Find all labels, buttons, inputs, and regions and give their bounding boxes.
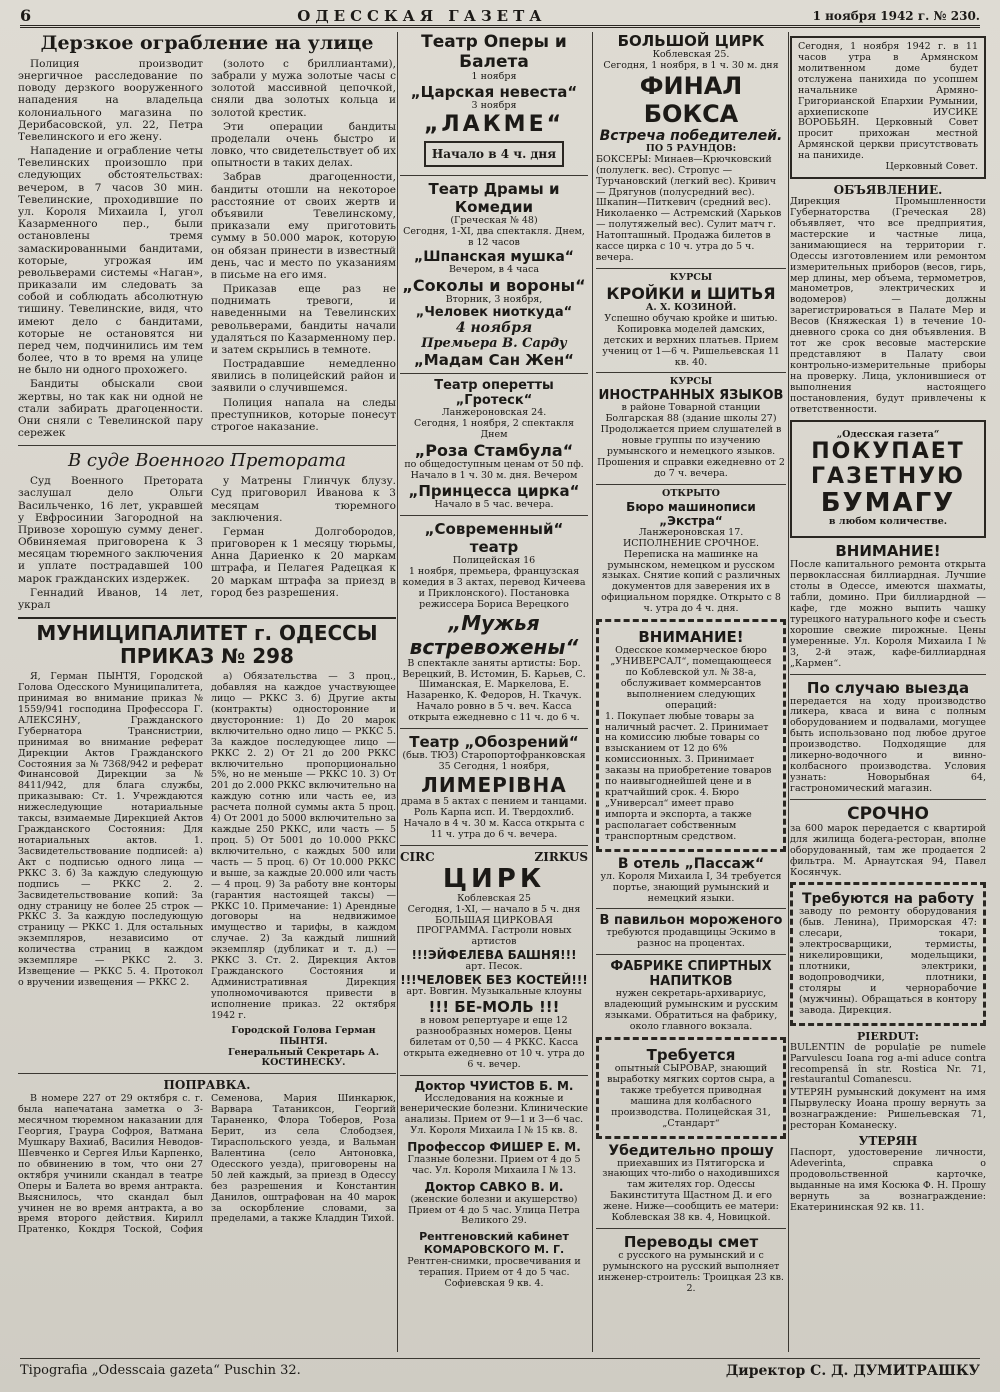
- article-body: [18, 475, 203, 613]
- ad-title: ФАБРИКЕ СПИРТНЫХ НАПИТКОВ: [610, 959, 772, 990]
- ad-title: Убедительно прошу: [608, 1142, 774, 1159]
- ad-show: „Роза Стамбула“: [414, 441, 574, 461]
- ad-operetta: [400, 378, 588, 511]
- ad-text: Ланжероновская 24.: [441, 407, 547, 419]
- ad-title: Бюро машинописи „Экстра“: [626, 499, 756, 528]
- ad-text: Премьера В. Сарду: [421, 336, 567, 352]
- ad-title: Требуются на работу: [802, 891, 974, 908]
- issue-date: 1 ноября 1942 г. № 230.: [812, 8, 980, 23]
- ad-title: Театр „Обозрений“: [409, 733, 579, 752]
- ad-date: 1 ноября: [471, 71, 517, 82]
- paragraph: Полиция напала на следы преступников, которые понесут строгое наказание.: [211, 396, 396, 433]
- ad-text: Вечером, в 4 часа: [448, 263, 540, 275]
- ad-text: нужен секретарь-архивариус, владеющий румынским и русским языками. Обратиться на фабрику, около главного вокзала.: [604, 988, 778, 1033]
- ad-text: 1. Покупает любые товары за наличный расчет. 2. Принимает на комиссию любые товары со взысканием от 12 до 6% комиссионных. 3. Принимает заказы на приобретение товаров по наивыгоднейшей цене и в кратчайший срок. 4. Бюро „Универсал“ имеет право импорта и экспорта, а также располагает собственным транспортным средством.: [605, 710, 772, 842]
- divider: [596, 268, 786, 269]
- column-rule: [788, 32, 789, 1352]
- ad-title: ВНИМАНИЕ!: [835, 542, 941, 561]
- ad-doctor: [400, 1231, 588, 1289]
- order-body: [211, 672, 396, 1069]
- ad-show: „Мужья встревожены“: [409, 610, 579, 659]
- ad-text: BULENTIN de populație pe numele Parvulescu Ioana rog a-mi aduce contra recompensă în str. Rostica Nr. 71, restaurantul Comanescu.: [790, 1041, 986, 1086]
- ad-show: „ЛАКМЕ“: [423, 111, 565, 137]
- circus-label: CIRC: [400, 849, 435, 864]
- divider: [400, 515, 588, 516]
- column-news: [18, 32, 396, 1352]
- notice-signature: Церковный Совет.: [885, 161, 978, 173]
- ad-text: Сегодня, 1 ноября, в 1 ч. 30 м. дня: [603, 59, 779, 71]
- notice-text: Дирекция Промышленности Губернаторства (Греческая 28) объявляет, что все предприятия, мастерские и частные лица, занимающиеся на территории г. Одессы изготовлением или ремонтом измерительных приборов (весов, гирь, мер длины, мер объема, термометров, манометров, электрических и водомеров) — должны зарегистрироваться в Палате Мер и Весов (Княжеская 1) в течение 10-дневного срока со дня объявления. В тот же срок весовые мастерские представляют в Палату свои контрольно-измерительные приборы на проверку. Лица, уклонившиеся от выполнения настоящего постановления, будут привлечены к ответственности.: [790, 196, 986, 415]
- ad-text: БОКСЕРЫ: Минаев—Крючковский (полулегк. вес). Стропус — Турчановский (легкий вес). Кривич — Дрягунов (полусредний вес). Шкапин—Питкевич (средний вес). Николаенко — Астремский (Харьков — полутяжелый вес). Сулит матч г. Натопташный. Продажа билетов в кассе цирка с 10 ч. утра до 5 ч. вечера.: [596, 153, 782, 264]
- ad-headline: ПОКУПАЕТ: [811, 439, 965, 465]
- ad-title: Требуется: [646, 1046, 736, 1064]
- divider: [400, 175, 588, 176]
- divider: [596, 372, 786, 373]
- ad-show: „Соколы и вороны“: [402, 275, 586, 295]
- ad-text: „Одесская газета“: [836, 428, 940, 440]
- ad-text: в районе Товарной станции Болгарская 88 (здание школы 27) Продолжается прием слушателей в новые группы по изучению румынского и немецкого языков. Прошения и справки ежедневно от 2 до 7 ч. вечера.: [597, 402, 785, 479]
- ad-language-course: [596, 377, 786, 479]
- divider: [596, 954, 786, 955]
- ad-workers-wanted: [790, 882, 986, 1025]
- ad-show: ЛИМЕРІВНА: [421, 772, 567, 797]
- ad-text: ИСПОЛНЕНИЕ СРОЧНОЕ. Переписка на машинке на румынском, немецком и русском языках. Снятие копий с различных документов для заверения их в официальном порядке. Открыто с 8 ч. утра до 4 ч. дня.: [601, 537, 781, 615]
- paragraph: Герман Долгобородов, приговорен к 1 месяцу тюрьмы, Анна Дариенко к 20 маркам штрафа, и Пелагея Радецкая к 20 маркам штрафа за приезд в город без разрешения.: [211, 525, 396, 599]
- ad-text: ПО 5 РАУНДОВ:: [645, 142, 737, 154]
- paragraph: Пострадавшие немедленно явились в полицейский район и заявили о случившемся.: [211, 358, 396, 395]
- correction-title: ПОПРАВКА.: [163, 1078, 251, 1093]
- ad-text: заводу по ремонту оборудования (быв. Ленина), Приморская 47: слесари, токари, электросварщики, термисты, никелировщики, модельщики, плотники, электрики, водопроводчики, плотники, столяры и чернорабочие (мужчины). Обращаться в контору завода. Дирекция.: [799, 906, 977, 1016]
- doctor-name: Доктор ЧУИСТОВ Б. М.: [414, 1078, 574, 1093]
- ad-text: КУРСЫ: [669, 376, 713, 388]
- ad-text: (женские болезни и акушерство) Прием от 4 до 5 час. Улица Петра Великого 29.: [408, 1193, 580, 1227]
- ad-text: за 600 марок передается с квартирой для жилища бодега-ресторан, вполне оборудованный, там же продается 2 фильтра. М. Арнаутская 94, Павел Косянчук.: [790, 822, 986, 878]
- ad-text: Коблевская 25.: [652, 49, 730, 60]
- ad-title: УТЕРЯН: [858, 1134, 918, 1149]
- ad-show: „Мадам Сан Жен“: [413, 351, 575, 370]
- circus-label: ZIRKUS: [534, 849, 588, 864]
- ad-text: Начало в 5 час. вечера.: [434, 499, 554, 511]
- ad-text: КУРСЫ: [669, 271, 713, 283]
- ad-text: арт. Вовгин. Музыкальные клоуны: [406, 986, 582, 998]
- page-footer: [20, 1358, 980, 1382]
- ad-title: БОЛЬШОЙ ЦИРК: [617, 32, 765, 50]
- ad-text: Паспорт, удостоверение личности, Adeverinta, справка о продовольственной карточке, выданные на имя Косюка Ф. Н. Прошу вернуть за вознаграждение: Екатерининская 92 кв. 11.: [790, 1147, 986, 1213]
- ad-billiards: [790, 542, 986, 669]
- ad-title: ЦИРК: [442, 863, 546, 894]
- ad-text: арт. Песок.: [465, 961, 523, 973]
- paragraph: Я, Герман ПЫНТЯ, Городской Голова Одесского Муниципалитета, принимая во внимание приказ № 1559/941 господина Профессора Г. АЛЕКСЯНУ, Гражданского Губернатора Транснистрии, принимая во внимание реферат Дирекции Актов Гражданского Состояния за № 7368/942 и реферат Финансовой Дирекции за № 8411/942, для блага службы, приказываю: Ст. 1. Учреждаются нижеследующие нотариальные таксы, взимаемые Дирекцией Актов Гражданского Состояния: Для нотариальных актов. 1. Засвидетельствование подписей: а) Акт с подписью одного лица — РККС 3. б) За каждую следующую подпись — РККС 2. 2. Засвидетельствование копий: За одну страницу не более 25 строк — РККС 3. За каждую последующую страницу — РККС 1. Для остальных экземпляров, независимо от количества страниц в каждом экземпляре — РККС 2. 3. Извещение — РККС 5. 4. Протокол о вручении извещения — РККС 2.: [18, 671, 203, 988]
- masthead: [20, 6, 980, 28]
- ad-subheadline: Встреча победителей.: [599, 127, 783, 144]
- divider: [18, 445, 396, 446]
- divider: [400, 845, 588, 846]
- article-body: [211, 58, 396, 441]
- ad-title: По случаю выезда: [806, 678, 970, 697]
- divider: [790, 674, 986, 675]
- ad-text: А. Х. КОЗИНОЙ.: [645, 301, 737, 313]
- ad-text: В спектакле заняты артисты: Бор. Верецкий, В. Истомин, Б. Карьев, С. Шиманская, Е. Маркелова, Е. Назаренко, К. Федоров, Н. Ткачук. Начало ровно в 5 ч. веч. Касса открыта ежедневно с 11 ч. до 6 ч.: [402, 657, 586, 724]
- ad-headline: ГАЗЕТНУЮ: [811, 463, 965, 489]
- doctor-name: Доктор САВКО В. И.: [424, 1179, 564, 1194]
- divider: [400, 1075, 588, 1076]
- signature: Генеральный Секретарь А. КОСТИНЕСКУ.: [227, 1046, 379, 1069]
- ad-text: Сегодня, 1 ноября, 2 спектакля Днем: [414, 418, 574, 441]
- ad-text: Коблевская 25: [457, 892, 531, 904]
- ad-drama: [400, 180, 588, 370]
- paragraph: Бандиты обыскали свои жертвы, но так как ни одной не стали забирать драгоценности. Они сняли с Тевелинской пару сережек: [18, 378, 203, 440]
- ad-title: В павильон мороженого: [599, 913, 783, 929]
- ad-text: 1 ноября, премьера, французская комедия в 3 актах, перевод Кичеева и Приклонского). Постановка режиссера Бориса Верецкого: [402, 565, 586, 610]
- paragraph: Нападение и ограбление четы Тевелинских произошло при следующих обстоятельствах: вечером, в 7 часов 30 мин. Тевелинские, проходившие по ул. Короля Михаила I, угол Казарменного пер., были остановлены тремя замаскированными бандитами, которые, угрожая им револьверами системы «Наган», приказали им следовать за собой и соблюдать абсолютную тишину. Тевелинские, видя, что имеют дело с бандитами, которые не остановятся ни перед чем, подчинились им тем более, что в то время на улице не было ни одного прохожего.: [18, 145, 203, 377]
- ad-time: Начало в 4 ч. дня: [424, 141, 564, 167]
- article-body: [211, 475, 396, 613]
- ad-lost: [790, 1030, 986, 1214]
- ad-big-circus: [596, 32, 786, 264]
- divider: [596, 484, 786, 485]
- ad-text: (Греческая № 48): [450, 214, 538, 226]
- order-number: ПРИКАЗ № 298: [120, 644, 294, 669]
- paragraph: Забрав драгоценности, бандиты отошли на некоторое расстояние от своих жертв и объявили Тевелинскому, приказали ему приготовить сумму в 50.000 марок, которую он обязан принести в известный день, час и место по указаниям в письме на его имя.: [211, 171, 396, 281]
- ad-headline: ФИНАЛ БОКСА: [639, 71, 743, 128]
- column-notices: [790, 32, 986, 1352]
- ad-text: 4 ноября: [455, 320, 533, 337]
- ad-act: !!! БЕ-МОЛЬ !!!: [428, 998, 560, 1017]
- ad-text: приехавших из Пятигорска и знающих что-либо о находившихся там жителях гор. Одессы Бакинститута Щастном Д. и его жене. Ниже—сообщить ее матери: Коблевская 38 кв. 4, Новицкой.: [602, 1157, 780, 1224]
- ad-text: Сегодня, 1-XI, два спектакля. Днем, в 12 часов: [403, 225, 585, 248]
- ad-doctor: [400, 1141, 588, 1177]
- ad-opera: [400, 32, 588, 171]
- ad-title: ИНОСТРАННЫХ ЯЗЫКОВ: [598, 388, 784, 404]
- order-body: [18, 672, 203, 1069]
- ad-circus: [400, 850, 588, 1071]
- ad-plea: [596, 1143, 786, 1225]
- divider: [18, 617, 396, 619]
- ad-text: УТЕРЯН румынский документ на имя Пырвулеску Иоана прошу вернуть за вознаграждение: Ришельевская 71, ресторан Команеску.: [790, 1087, 986, 1132]
- column-ads: [596, 32, 786, 1352]
- paragraph: а) Обязательства — 3 проц., добавляя на каждое участвующее лицо — РККС 3. б) Другие акты (контракты) односторонние и двусторонние: 1) До 20 марок включительно одно лицо — РККС 5. За каждое последующее лицо — РККС 2. 2) От 21 до 200 РККС включительно пропорционально 5%, но не меньше — РККС 10. 3) От 201 до 2.000 РККС включительно на каждую сотню или часть ее, из расчета полной суммы акта 5 проц. 4) От 2001 до 5000 включительно за каждые 250 РККС, или часть — 5 проц. 5) От 5001 до 10.000 РККС включительно, с каждых 500 или часть — 5 проц. 6) От 10.000 РККС и выше, за каждые 20.000 или часть — 4 проц. 9) За работу вне конторы (гарантия настоящей таксы) — РККС 10. Примечание: 1) Арендные договоры на недвижимое имущество и тарифы, в каждом случае. 2) За каждый лишний экземпляр (дубликат и т. д.) — РККС 3. Ст. 2. Дирекция Актов Гражданского Состояния и Административная Дирекция уполномочиваются привести в исполнение приказ. 22 октября 1942 г.: [211, 671, 396, 1021]
- ad-cheesemaker: [596, 1037, 786, 1139]
- divider: [18, 1073, 396, 1074]
- ad-title: СРОЧНО: [847, 803, 929, 824]
- newspaper-title: ОДЕССКАЯ ГАЗЕТА: [297, 6, 547, 25]
- ad-title: Театр оперетты „Гротеск“: [434, 378, 554, 409]
- paragraph: Геннадий Иванов, 14 лет, украл: [18, 586, 203, 611]
- signature: Городской Голова Герман ПЫНТЯ.: [231, 1024, 376, 1047]
- ad-text: ул. Короля Михаила I, 34 требуется портье, знающий румынский и немецкий языки.: [600, 870, 782, 904]
- ad-text: в любом количестве.: [828, 516, 948, 528]
- paragraph: Эти операции бандиты проделали очень быстро и ловко, что свидетельствует об их опытности в таких делах.: [211, 120, 396, 170]
- ad-title: Театр Драмы и Комедии: [428, 179, 560, 216]
- ad-doctor: [400, 1080, 588, 1137]
- ad-title: Переводы смет: [623, 1233, 759, 1252]
- ad-text: передается на ходу производство ликера, кваса и вина с полным оборудованием и подвалами, могущее быть использовано под любое другое производство. Подходящие для ликерно-водочного и винно-колбасного производства. Условия узнать: Новорыбная 64, гастрономический магазин.: [790, 695, 986, 794]
- ad-title: ВНИМАНИЕ!: [638, 628, 744, 647]
- column-rule: [592, 32, 593, 1352]
- ad-text: с русского на румынский и с румынского на русский выполняет инженер-строитель: Троицкая 23 кв. 2.: [598, 1250, 784, 1294]
- ad-text: После капитального ремонта открыта первоклассная биллиардная. Лучшие столы в Одессе, имеются шахматы, табли, домино. При биллиардной — кафе, где можно выпить чашку турецкого натурального кофе и съесть хорошие свежие пирожные. Цены умеренные. Ул. Короля Михаила I № 3, 2-й этаж, кафе-биллиардная „Кармен“.: [790, 559, 986, 669]
- divider: [596, 1228, 786, 1229]
- ad-text: Глазные болезни. Прием от 4 до 5 час. Ул. Короля Михаила I № 13.: [407, 1154, 581, 1176]
- ad-text: Полицейская 16: [452, 554, 536, 566]
- ad-act: !!!ЧЕЛОВЕК БЕЗ КОСТЕЙ!!!: [400, 973, 588, 988]
- ad-act: !!!ЭЙФЕЛЕВА БАШНЯ!!!: [411, 948, 577, 963]
- doctor-name: Профессор ФИШЕР Е. М.: [407, 1140, 581, 1155]
- ad-title: PIERDUT:: [857, 1029, 919, 1043]
- paragraph: Приказав еще раз не поднимать тревоги, и наведенными на Тевелинских револьверами, бандиты начали удаляться по Казарменному пер. и затем скрылись в темноте.: [211, 283, 396, 356]
- director-credit: Директор С. Д. ДУМИТРАШКУ: [725, 1362, 980, 1379]
- ad-distillery: [596, 959, 786, 1033]
- divider: [400, 728, 588, 729]
- paragraph: Суд Военного Претората заслушал дело Ольги Васильченко, 16 лет, укравшей у Евфросинии Загородной на Привозе хорошую сумму денег. Обвиняемая приговорена к 3 месяцам тюремного заключения и уплате пострадавшей 100 марок гражданских издержек.: [18, 475, 203, 585]
- ad-hotel: [596, 856, 786, 905]
- ad-title: Театр Оперы и Балета: [421, 32, 567, 72]
- notice-title: ОБЪЯВЛЕНИЕ.: [833, 183, 943, 198]
- ad-text: Рентген-снимки, просвечивания и терапия. Прием от 4 до 5 час. Софиевская 9 кв. 4.: [407, 1255, 581, 1289]
- ad-text: драма в 5 актах с пением и танцами. Роль Карпа исп. И. Твердохлиб. Начало в 4 ч. 30 м. Касса открыта с 11 ч. утра до 6 ч. вечера.: [400, 795, 588, 840]
- ad-text: Исследования на кожные и венерические болезни. Клинические анализы. Прием от 9—1 и 3—6 час. Ул. Короля Михаила I № 15 кв. 8.: [400, 1092, 588, 1137]
- ad-show: „Принцесса цирка“: [408, 482, 580, 501]
- divider: [596, 908, 786, 909]
- ad-title: В отель „Пассаж“: [617, 855, 765, 872]
- paragraph: Полиция производит энергичное расследование по поводу дерзкого вооруженного нападения на владельца колониального магазина по Дерибасовской, ул. 22, Петра Тевелинского и его жену.: [18, 57, 203, 143]
- ad-review-theatre: [400, 733, 588, 841]
- ad-text: Одесское коммерческое бюро „УНИВЕРСАЛ“, помещающееся по Коблевской ул. № 38-а, обслуживает коммерсантов выполнением следующих операций:: [610, 645, 772, 711]
- ad-title: КРОЙКИ и ШИТЬЯ: [606, 283, 776, 303]
- column-theatres: [400, 32, 588, 1352]
- article-title: В суде Военного Претората: [67, 450, 346, 472]
- ad-show: „Шпанская мушка“: [414, 248, 574, 265]
- correction-body: [18, 1094, 396, 1236]
- ad-doctor: [400, 1181, 588, 1228]
- paragraph: у Матрены Глинчук блузу. Суд приговорил Иванова к 3 месяцам тюремного заключения.: [211, 475, 396, 524]
- ad-text: Сегодня, 1-XI, — начало в 5 ч. дня БОЛЬШАЯ ЦИРКОВАЯ ПРОГРАММА. Гастроли новых артистов: [407, 903, 581, 948]
- ad-translations: [596, 1233, 786, 1295]
- printer-credit: Tipografia „Odesscaia gazeta“ Puschin 32.: [20, 1363, 301, 1378]
- ad-date: 3 ноября: [471, 99, 517, 111]
- ad-departure: [790, 679, 986, 795]
- ad-ice-cream: [596, 913, 786, 950]
- ad-text: опытный СЫРОВАР, знающий выработку мягких сортов сыра, а также требуется приводная машина для колбасного производства. Полицейская 31, „Стандарт“: [607, 1063, 775, 1129]
- divider: [400, 373, 588, 374]
- ad-show: „Царская невеста“: [410, 82, 578, 101]
- ad-headline: БУМАГУ: [820, 487, 956, 518]
- column-rule: [397, 32, 398, 1352]
- order-heading: МУНИЦИПАЛИТЕТ г. ОДЕССЫ: [36, 621, 378, 646]
- ad-text: Успешно обучаю кройке и шитью. Копировка моделей дамских, детских и верхних платьев. Прием учениц от 1—6 ч. Ришельевская 11 кв. 40.: [602, 312, 780, 368]
- ad-text: (быв. ТЮЗ) Старопортофранковская 35 Сегодня, 1 ноября,: [402, 750, 586, 773]
- notice-church: [790, 36, 986, 179]
- ad-text: Вторник, 3 ноября,: [445, 293, 543, 305]
- ad-paper-purchase: [790, 420, 986, 539]
- ad-urgent: [790, 804, 986, 879]
- ad-text: по общедоступным ценам от 50 пф. Начало в 1 ч. 30 м. дня. Вечером: [404, 459, 584, 482]
- ad-text: требуются продавщицы Эскимо в разнос на процентах.: [606, 927, 776, 950]
- paragraph: В номере 227 от 29 октября с. г. была напечатана заметка о 3-месячном тюремном наказании для Георгия, Граура Софроя, Ватмана Мушкару Вахиаб, Василия Неводов-Шевченко и Сергея Ильи Карпенко, по обвинению в том, что они 27 октября учинили скандал в театре Оперы и Балета во время антракта. Выяснилось, что скандал был учинен не во время антракта, а во время второго действия. Кирилл Пратенко, Кокдря Тоской, София Семенова, Мария Шинкарюк, Варвара Татаниксон, Георгий Тараненко, Флора Тоберов, Роза Берит, из села Слободзея, Тираспольского уезда, и Вальман Валентина (село Антоновка, Одесского уезда), приговорены на 50 лей каждый, за приезд в Одессу без разрешения и Константин Данилов, оштрафован на 40 марок за оскорбление словами, за пределами, а также Кладдин Тихой.: [18, 1093, 396, 1236]
- ad-show: „Человек ниоткуда“: [415, 305, 573, 321]
- notice-announcement: [790, 183, 986, 415]
- ad-typing-office: [596, 489, 786, 615]
- notice-text: Сегодня, 1 ноября 1942 г. в 11 часов утра в Армянском молитвенном доме будет отслужена панихида по усопшем начальнике Армяно-Григорианской Епархии Румынии, архиепископе ИУСИКЕ ВОРОБЬЯН. Церковный Совет просит прихожан местной Армянской церкви присутствовать на панихиде.: [798, 41, 978, 162]
- ad-text: Ланжероновская 17.: [638, 526, 744, 538]
- divider: [790, 799, 986, 800]
- ad-modern-theatre: [400, 520, 588, 724]
- page-number: 6: [20, 6, 32, 25]
- article-body: [18, 58, 203, 441]
- paragraph: (золото с бриллиантами), забрали у мужа золотые часы с золотой массивной цепочкой, сняли два золотых кольца и золотой крестик.: [211, 57, 396, 119]
- article-title: Дерзкое ограбление на улице: [40, 32, 374, 54]
- ad-sewing-course: [596, 273, 786, 368]
- doctor-name: Рентгеновский кабинет КОМАРОВСКОГО М. Г.: [419, 1230, 569, 1257]
- ad-universal-bureau: [596, 619, 786, 852]
- ad-text: ОТКРЫТО: [662, 487, 720, 499]
- ad-title: „Современный“ театр: [424, 519, 564, 556]
- ad-text: в новом репертуаре и еще 12 разнообразных номеров. Цены билетам от 0,50 — 4 РККС. Касса открыта ежедневно от 10 ч. утра до 6 ч. вечер.: [403, 1015, 585, 1070]
